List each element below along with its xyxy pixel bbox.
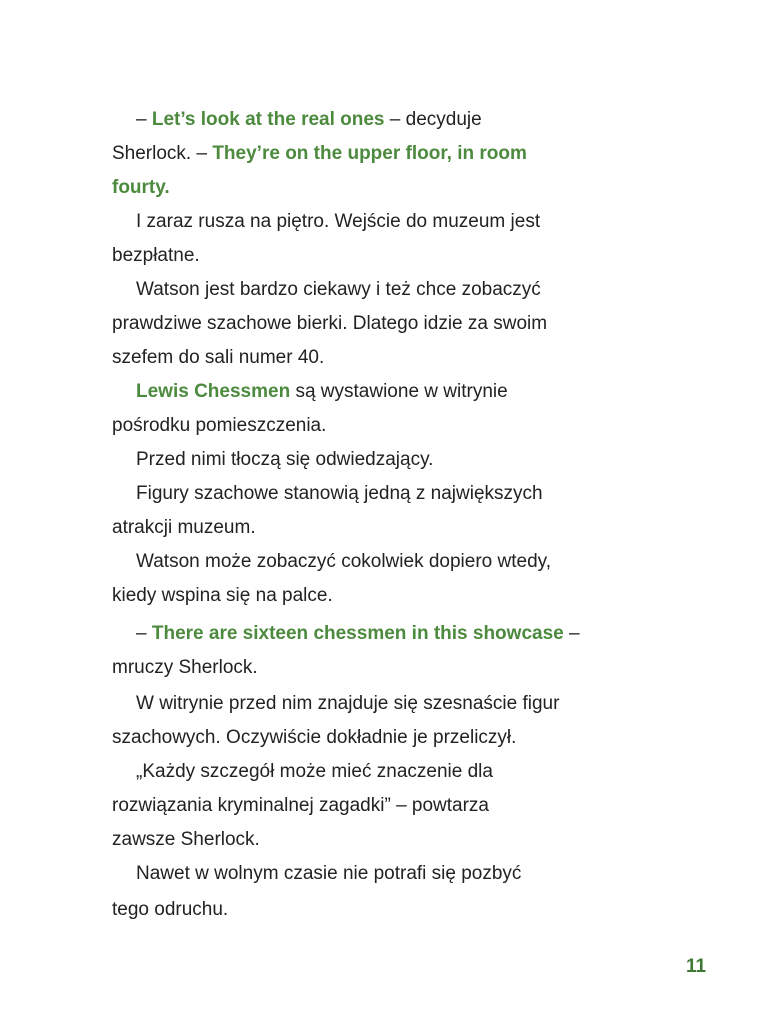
text-line: rozwiązania kryminalnej zagadki” – powtarza: [112, 795, 490, 816]
text-line: „Każdy szczegół może mieć znaczenie dla: [136, 761, 493, 782]
narration: – decyduje: [384, 109, 482, 130]
text-line: [112, 137, 527, 171]
text-line: kiedy wspina się na palce.: [112, 585, 333, 606]
english-term: Lewis Chessmen: [136, 381, 291, 402]
text-line: [112, 171, 170, 205]
text-line: prawdziwe szachowe bierki. Dlatego idzie za swoim: [112, 313, 548, 334]
narration: są wystawione w witrynie: [290, 381, 508, 402]
text-line: pośrodku pomieszczenia.: [112, 415, 327, 436]
text-line: bezpłatne.: [112, 245, 200, 266]
text-line: zawsze Sherlock.: [112, 829, 260, 850]
text-line: Przed nimi tłoczą się odwiedzający.: [136, 449, 434, 470]
text-line: szefem do sali numer 40.: [112, 347, 325, 368]
text-line: [136, 375, 508, 409]
english-dialogue: They’re on the upper floor, in room: [212, 143, 527, 164]
page-number: 11: [686, 956, 707, 977]
text-line: [136, 103, 482, 137]
dash: –: [136, 623, 152, 644]
english-dialogue: There are sixteen chessmen in this showcase: [151, 623, 564, 644]
text-line: W witrynie przed nim znajduje się szesnaście figur: [136, 693, 560, 714]
text-line: szachowych. Oczywiście dokładnie je przeliczył.: [112, 727, 517, 748]
text-line: mruczy Sherlock.: [112, 657, 258, 678]
text-line: [136, 617, 580, 651]
dash: –: [563, 623, 580, 644]
dash: –: [136, 109, 152, 130]
text-line: Watson jest bardzo ciekawy i też chce zobaczyć: [136, 279, 541, 300]
text-line: Figury szachowe stanowią jedną z największych: [136, 483, 543, 504]
text-line: Nawet w wolnym czasie nie potrafi się pozbyć: [136, 863, 522, 884]
text-line: atrakcji muzeum.: [112, 517, 256, 538]
text-line: I zaraz rusza na piętro. Wejście do muzeum jest: [136, 211, 541, 232]
english-dialogue: Let’s look at the real ones: [151, 109, 385, 130]
text-line: tego odruchu.: [112, 899, 229, 920]
text-line: Watson może zobaczyć cokolwiek dopiero wtedy,: [136, 551, 552, 572]
narration: Sherlock. –: [112, 143, 213, 164]
english-dialogue: fourty.: [112, 177, 170, 198]
